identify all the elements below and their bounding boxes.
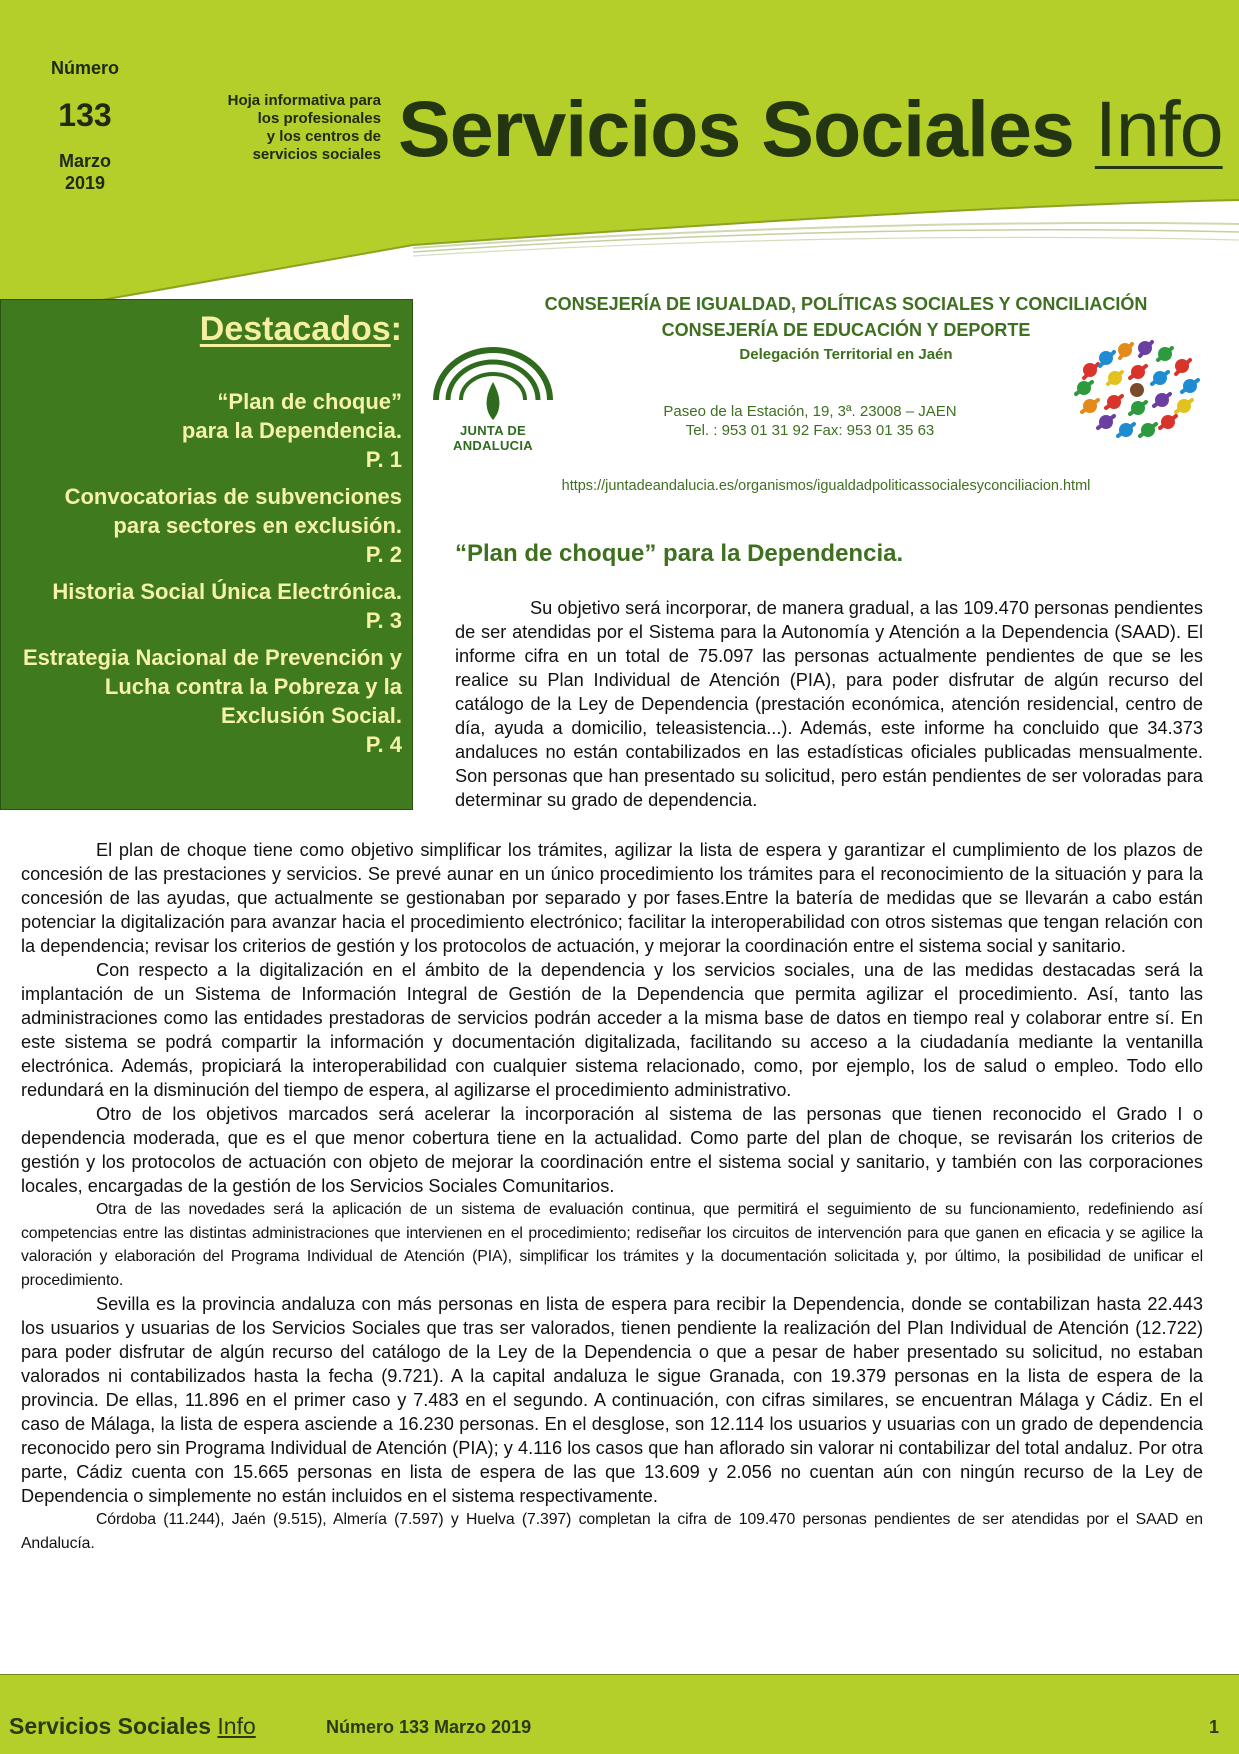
- sidebar-item-line[interactable]: Convocatorias de subvenciones: [64, 484, 402, 509]
- article-title: “Plan de choque” para la Dependencia.: [455, 540, 904, 567]
- org-line-2: CONSEJERÍA DE EDUCACIÓN Y DEPORTE: [661, 320, 1031, 340]
- article-paragraph: Con respecto a la digitalización en el ámbito de la dependencia y los servicios sociales, una de las medidas destacadas será la implantación de un Sistema de Información Integral de Gestión de la Dependencia que permita agilizar el procedimiento. Así, tanto las administraciones como las entidades prestadoras de servicios podrán acceder a la misma base de datos en tiempo real y colaborar entre sí. En este sistema se podrá compartir la información y documentación digitalizada, facilitando su acceso a la ciudadanía mediante la ventanilla electrónica. Además, propiciará la interoperabilidad con cualquier sistema relacionado, como, por ejemplo, los de salud o empleo. Todo ello redundará en la disminución del tiempo de espera, al agilizarse el procedimiento administrativo.: [21, 960, 1203, 1100]
- sidebar-item-line[interactable]: Historia Social Única Electrónica.: [52, 579, 402, 604]
- sidebar-item-page[interactable]: P. 3: [365, 608, 402, 633]
- number-label: Número: [50, 58, 119, 78]
- sidebar-heading-text: Destacados: [199, 310, 391, 348]
- tagline-line: los profesionales: [257, 110, 381, 127]
- issue-block: [20, 58, 150, 194]
- tagline-line: y los centros de: [266, 128, 381, 145]
- masthead-main: Servicios Sociales: [398, 84, 1074, 173]
- article-body: [21, 838, 1203, 1555]
- page-number: 1: [1208, 1717, 1219, 1737]
- article-paragraph: Otro de los objetivos marcados será acelerar la incorporación al sistema de las personas que tienen reconocido el Grado I o dependencia moderada, que es el que menor cobertura tiene en la actualidad. Como parte del plan de choque, se revisarán los criterios de gestión y los protocolos de actuación con objeto de mejorar la coordinación entre el sistema social y sanitario, y también con las corporaciones locales, encargadas de la gestión de los Servicios Sociales Comunitarios.: [21, 1104, 1203, 1196]
- footer-brand: [9, 1713, 256, 1740]
- footer-issue: Número 133 Marzo 2019: [326, 1717, 532, 1737]
- sidebar-item-page[interactable]: P. 2: [365, 542, 402, 567]
- org-website-link[interactable]: https://juntadeandalucia.es/organismos/igualdadpoliticassocialesyconciliacion.html: [561, 478, 1091, 494]
- footer-brand-main: Servicios Sociales: [9, 1713, 212, 1739]
- masthead-info: Info: [1094, 84, 1223, 173]
- article-paragraph: Sevilla es la provincia andaluza con más personas en lista de espera para recibir la Dependencia, donde se contabilizan hasta 22.443 los usuarios y usuarias de los Servicios Sociales que tras ser valorados, tienen pendiente la realización del Plan Individual de Atención (12.722) para poder disfrutar de algún recurso del catálogo de la Ley de la Dependencia o que a pesar de haber presentado su solicitud, no estaban valorados ni contabilizados hasta la fecha (9.721). A la capital andaluza le sigue Granada, con 19.379 personas en la lista de espera de la provincia. De ellas, 11.896 en el primer caso y 7.483 en el segundo. A continuación, con cifras similares, se encuentran Málaga y Cádiz. En el caso de Málaga, la lista de espera asciende a 16.230 personas. En el desglose, son 12.114 los usuarios y usuarias con un grado de dependencia reconocido pero sin Programa Individual de Atención (PIA); y 4.116 los casos que han aflorado sin valorar ni contabilizar del total andaluz. Por otra parte, Cádiz cuenta con 15.665 personas en lista de espera de las que 13.609 y 2.056 no cuentan aún con ningún recurso de la Ley de Dependencia o simplemente no están incluidos en el sistema respectivamente.: [21, 1294, 1203, 1506]
- phone-line: Tel. : 953 01 31 92 Fax: 953 01 35 63: [685, 422, 935, 439]
- sidebar-item-line[interactable]: “Plan de choque”: [217, 389, 402, 414]
- sidebar-item-line[interactable]: Exclusión Social.: [221, 703, 402, 728]
- sidebar-heading: [200, 310, 402, 349]
- junta-logo-text: JUNTA DE ANDALUCIA: [453, 423, 533, 453]
- address-line: Paseo de la Estación, 19, 3ª. 23008 – JAEN: [663, 403, 957, 420]
- tagline: [195, 92, 381, 164]
- article-paragraph: Córdoba (11.244), Jaén (9.515), Almería (7.597) y Huelva (7.397) completan la cifra de 109.470 personas pendientes de ser atendidas por el SAAD en Andalucía.: [21, 1511, 1203, 1552]
- sidebar-item-page[interactable]: P. 4: [365, 732, 402, 757]
- sidebar-item-line[interactable]: Estrategia Nacional de Prevención y: [22, 645, 402, 670]
- article-intro: Su objetivo será incorporar, de manera gradual, a las 109.470 personas pendientes de ser atendidas por el Sistema para la Autonomía y Atención a la Dependencia (SAAD). El informe cifra en un total de 75.097 las personas actualmente pendientes de que se les realice su Plan Individual de Atención (PIA), para poder disfrutar de algún recurso del catálogo de la Ley de Dependencia (prestación económica, atención residencial, centro de día, ayuda a domicilio, teleasistencia...). Además, este informe ha concluido que 34.373 andaluces no están contabilizados en las estadísticas oficiales publicadas mensualmente. Son personas que han presentado su solicitud, pero están pendientes de ser voloradas para determinar su grado de dependencia.: [455, 598, 1203, 810]
- sidebar-heading-colon: :: [390, 310, 402, 348]
- issue-number: 133: [58, 97, 112, 133]
- org-line-1: CONSEJERÍA DE IGUALDAD, POLÍTICAS SOCIALES Y CONCILIACIÓN: [544, 294, 1148, 314]
- org-address: [600, 402, 1020, 440]
- masthead-title: [398, 84, 1223, 174]
- highlights-sidebar: [0, 299, 413, 810]
- tagline-line: servicios sociales: [252, 146, 381, 163]
- footer-brand-info: Info: [217, 1713, 256, 1739]
- sidebar-item-line[interactable]: para sectores en exclusión.: [113, 513, 402, 538]
- tagline-line: Hoja informativa para: [227, 92, 381, 109]
- people-circle-logo: [1070, 330, 1205, 445]
- article-paragraph: Otra de las novedades será la aplicación de un sistema de evaluación continua, que permitirá el seguimiento de su funcionamiento, redefiniendo así competencias entre las distintas administraciones que intervienen en el procedimiento; rediseñar los circuitos de intervención para que ganen en eficacia y se agilice la valoración y elaboración del Programa Individual de Atención (PIA), simplificar los trámites y la documentación solicitada y, por último, la posibilidad de unificar el procedimiento.: [21, 1201, 1203, 1289]
- page-footer: [0, 1674, 1239, 1754]
- article-paragraph: El plan de choque tiene como objetivo simplificar los trámites, agilizar la lista de espera y garantizar el cumplimiento de los plazos de concesión de las prestaciones y servicios. Se prevé aunar en un único procedimiento los trámites para el reconocimiento de la situación y para la concesión de las ayudas, que actualmente se gestionaban por separado y por fases.Entre la batería de medidas que se llevarán a cabo están potenciar la digitalización para avanzar hacia el procedimiento electrónico; facilitar la interoperabilidad con otros sistemas que tengan relación con la dependencia; revisar los criterios de gestión y los protocolos de actuación, y mejorar la coordinación entre el sistema social y sanitario.: [21, 840, 1203, 956]
- org-line-3: Delegación Territorial en Jaén: [739, 346, 953, 363]
- sidebar-items: [2, 387, 402, 767]
- issue-month: Marzo: [58, 151, 111, 171]
- sidebar-item-line[interactable]: Lucha contra la Pobreza y la: [104, 674, 402, 699]
- sidebar-item-line[interactable]: para la Dependencia.: [181, 418, 402, 443]
- sidebar-item-page[interactable]: P. 1: [365, 447, 402, 472]
- issue-year: 2019: [64, 173, 106, 193]
